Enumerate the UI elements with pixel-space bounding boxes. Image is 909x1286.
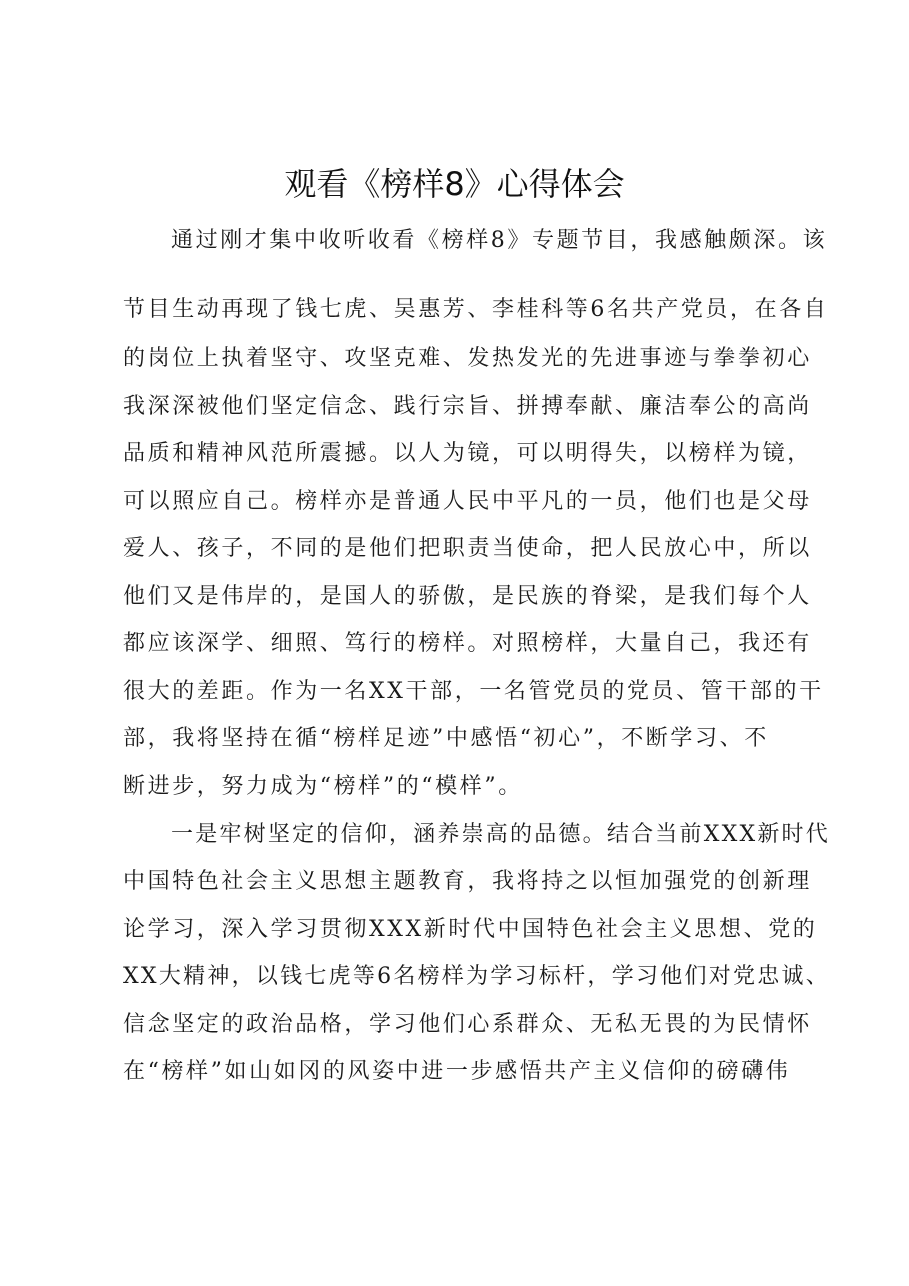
paragraph-1-line-1: 通过刚才集中收听收看《榜样8》专题节目，我感触颇深。该 [171, 228, 828, 253]
paragraph-1-line-2: 节目生动再现了钱七虎、吴惠芳、李桂科等6名共产党员，在各自 [123, 297, 829, 322]
paragraph-2-line-1: 一是牢树坚定的信仰，涵养崇高的品德。结合当前XXX新时代 [171, 822, 830, 847]
paragraph-2-line-6: 在“榜样”如山如冈的风姿中进一步感悟共产主义信仰的磅礴伟 [123, 1059, 791, 1084]
paragraph-1-line-11: 部，我将坚持在循“榜样足迹”中感悟“初心”，不断学习、不 [123, 726, 769, 751]
paragraph-2-line-5: 信念坚定的政治品格，学习他们心系群众、无私无畏的为民情怀 [123, 1012, 812, 1037]
paragraph-1-line-8: 他们又是伟岸的，是国人的骄傲，是民族的脊梁，是我们每个人 [123, 584, 812, 609]
paragraph-1-line-5: 品质和精神风范所震撼。以人为镜，可以明得失，以榜样为镜， [123, 441, 812, 466]
paragraph-1-line-12: 断进步，努力成为“榜样”的“模样”。 [123, 774, 523, 799]
paragraph-2-line-2: 中国特色社会主义思想主题教育，我将持之以恒加强党的创新理 [123, 869, 812, 894]
paragraph-1-line-10: 很大的差距。作为一名XX干部，一名管党员的党员、管干部的干 [123, 679, 824, 704]
paragraph-1-line-9: 都应该深学、细照、笃行的榜样。对照榜样，大量自己，我还有 [123, 631, 812, 656]
paragraph-2-line-3: 论学习，深入学习贯彻XXX新时代中国特色社会主义思想、党的 [123, 917, 818, 942]
paragraph-2-line-4: XX大精神，以钱七虎等6名榜样为学习标杆，学习他们对党忠诚、 [123, 964, 830, 989]
paragraph-1-line-3: 的岗位上执着坚守、攻坚克难、发热发光的先进事迹与拳拳初心 [123, 346, 812, 371]
document-title: 观看《榜样8》心得体会 [284, 165, 625, 203]
paragraph-1-line-4: 我深深被他们坚定信念、践行宗旨、拼搏奉献、廉洁奉公的高尚 [123, 394, 812, 419]
paragraph-1-line-6: 可以照应自己。榜样亦是普通人民中平凡的一员，他们也是父母 [123, 489, 812, 514]
paragraph-1-line-7: 爱人、孩子，不同的是他们把职责当使命，把人民放心中，所以 [123, 536, 812, 561]
document-body [123, 228, 830, 1110]
